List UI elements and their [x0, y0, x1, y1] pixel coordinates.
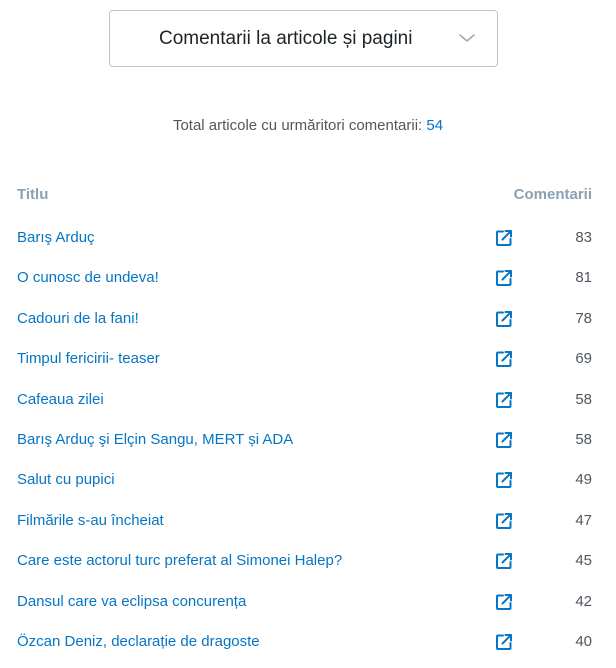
post-title-link[interactable]: Barış Arduç: [17, 229, 95, 246]
post-title-link[interactable]: Timpul fericirii- teaser: [17, 350, 160, 367]
table-row: [17, 469, 592, 493]
comment-count: 58: [575, 391, 592, 408]
comment-count: 81: [575, 269, 592, 286]
external-link-icon[interactable]: [494, 309, 514, 329]
comment-count: 49: [575, 471, 592, 488]
comment-count: 83: [575, 229, 592, 246]
table-row: [17, 429, 592, 453]
chevron-down-icon: [458, 31, 476, 45]
column-header-comments: Comentarii: [513, 186, 592, 203]
dropdown-selected-label: Comentarii la articole și pagini: [159, 28, 413, 49]
post-title-link[interactable]: Filmările s-au încheiat: [17, 512, 164, 529]
external-link-icon[interactable]: [494, 349, 514, 369]
total-summary: [0, 117, 616, 134]
post-title-link[interactable]: Cafeaua zilei: [17, 391, 104, 408]
external-link-icon[interactable]: [494, 430, 514, 450]
external-link-icon[interactable]: [494, 470, 514, 490]
comment-count: 47: [575, 512, 592, 529]
post-title-link[interactable]: Özcan Deniz, declarație de dragoste: [17, 633, 260, 650]
table-row: [17, 510, 592, 534]
comment-count: 69: [575, 350, 592, 367]
post-title-link[interactable]: Cadouri de la fani!: [17, 310, 139, 327]
table-row: [17, 591, 592, 615]
total-summary-label: Total articole cu urmăritori comentarii:: [172, 117, 423, 134]
external-link-icon[interactable]: [494, 390, 514, 410]
comment-count: 42: [575, 593, 592, 610]
total-summary-count: 54: [426, 117, 444, 134]
post-title-link[interactable]: Dansul care va eclipsa concurența: [17, 593, 247, 610]
post-title-link[interactable]: Salut cu pupici: [17, 471, 115, 488]
external-link-icon[interactable]: [494, 632, 514, 652]
external-link-icon[interactable]: [494, 228, 514, 248]
table-row: [17, 348, 592, 372]
external-link-icon[interactable]: [494, 551, 514, 571]
external-link-icon[interactable]: [494, 592, 514, 612]
comment-count: 45: [575, 552, 592, 569]
comment-count: 78: [575, 310, 592, 327]
table-row: [17, 267, 592, 291]
post-title-link[interactable]: O cunosc de undeva!: [17, 269, 159, 286]
comment-count: 40: [575, 633, 592, 650]
post-title-link[interactable]: Barış Arduç şi Elçin Sangu, MERT și ADA: [17, 431, 294, 448]
column-header-title: Titlu: [17, 186, 49, 203]
content-type-dropdown[interactable]: [109, 10, 498, 67]
table-row: [17, 550, 592, 574]
table-row: [17, 631, 592, 655]
external-link-icon[interactable]: [494, 511, 514, 531]
external-link-icon[interactable]: [494, 268, 514, 288]
table-header: [17, 186, 592, 206]
table-row: [17, 308, 592, 332]
post-title-link[interactable]: Care este actorul turc preferat al Simonei Halep?: [17, 552, 343, 569]
comment-count: 58: [575, 431, 592, 448]
table-row: [17, 227, 592, 251]
table-row: [17, 389, 592, 413]
